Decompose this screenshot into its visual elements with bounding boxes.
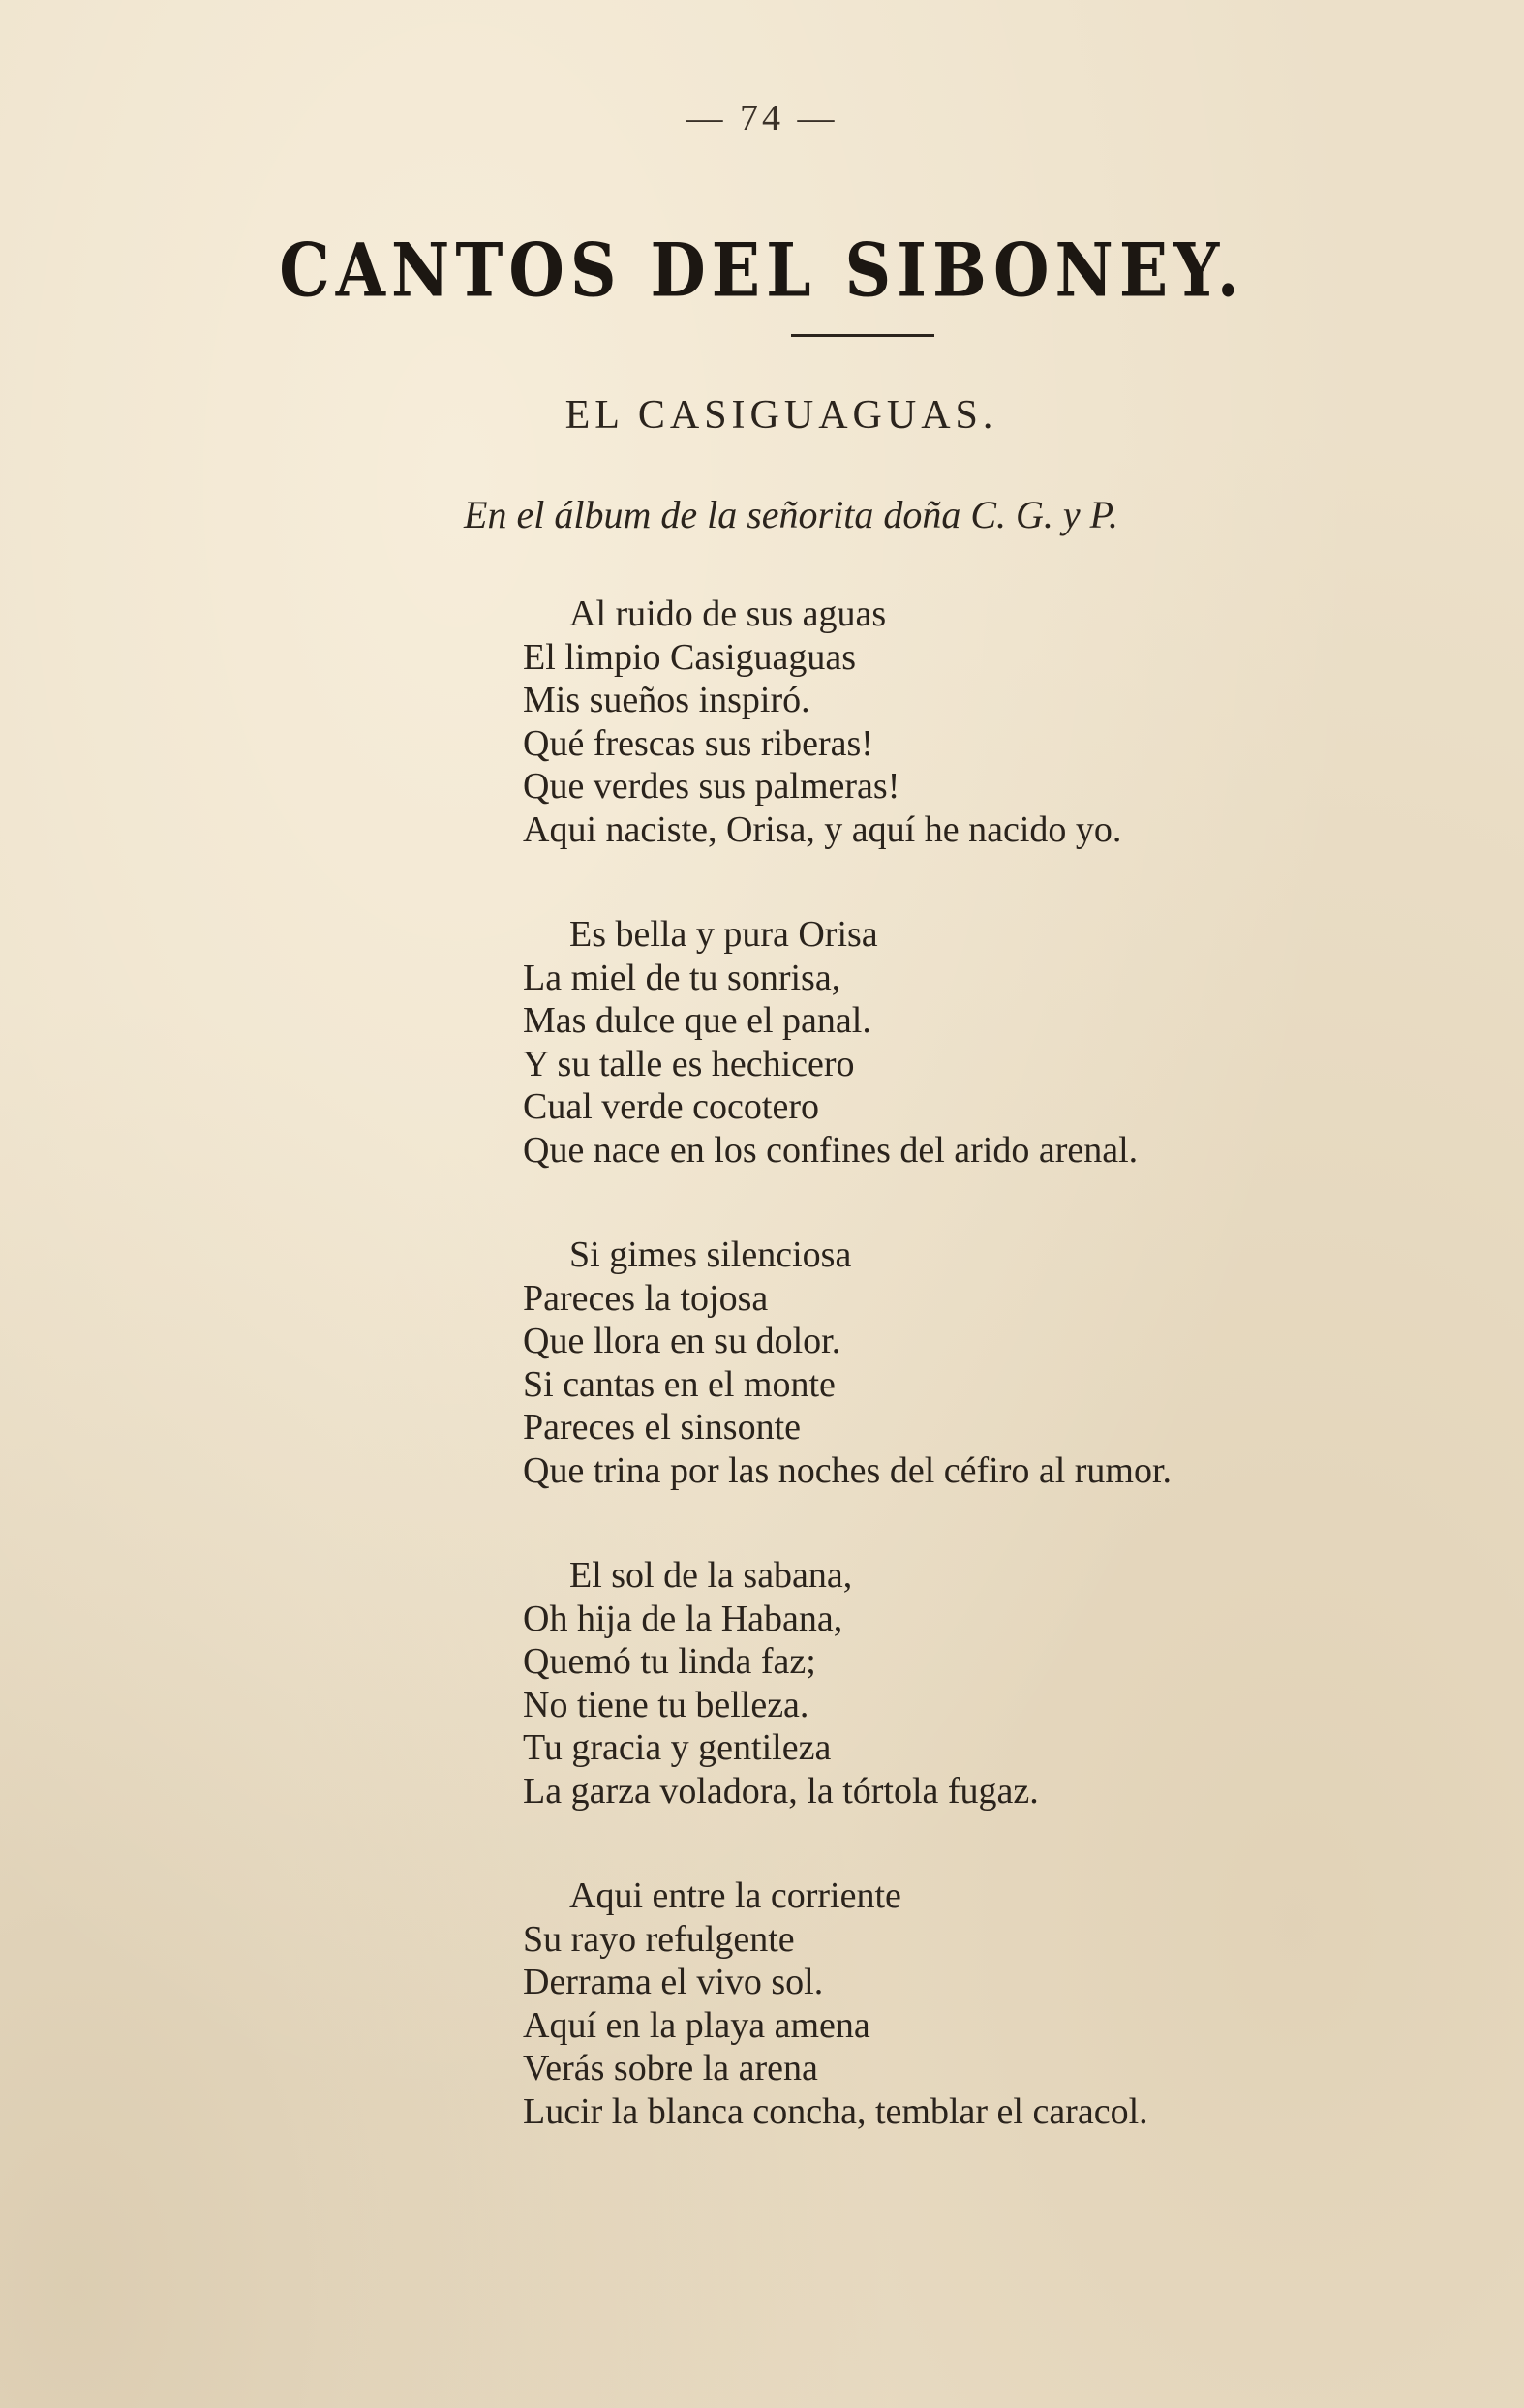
stanza-1 [523, 593, 1491, 851]
stanza-5 [523, 1875, 1491, 2133]
poem-line: Si gimes silenciosa [569, 1234, 852, 1275]
poem-line: Aquí en la playa amena [523, 2004, 870, 2046]
title-divider [791, 334, 934, 337]
poem-title: EL CASIGUAGUAS. [564, 393, 998, 438]
poem-line: Que nace en los confines del arido arenal. [523, 1129, 1139, 1171]
stanza-3 [523, 1234, 1491, 1492]
main-title: CANTOS DEL SIBONEY. [279, 227, 1245, 314]
poem-line: No tiene tu belleza. [523, 1684, 809, 1725]
poem-line: Su rayo refulgente [523, 1918, 795, 1960]
poem-line: Que trina por las noches del céfiro al rumor. [523, 1449, 1173, 1491]
poem-line: La garza voladora, la tórtola fugaz. [523, 1770, 1039, 1812]
poem-line: Al ruido de sus aguas [569, 594, 887, 634]
poem-line: Y su talle es hechicero [523, 1043, 855, 1084]
poem-line: Aqui naciste, Orisa, y aquí he nacido yo. [523, 808, 1122, 850]
page-number: — 74 — [686, 98, 838, 138]
poem-line: Mas dulce que el panal. [523, 1000, 871, 1041]
poem-line: El limpio Casiguaguas [523, 636, 857, 678]
stanza-2 [523, 913, 1491, 1172]
poem-line: Que verdes sus palmeras! [523, 766, 900, 807]
poem-line: Tu gracia y gentileza [523, 1727, 832, 1768]
poem-line: El sol de la sabana, [569, 1555, 853, 1596]
poem-line: Cual verde cocotero [523, 1086, 819, 1127]
poem-line: Lucir la blanca concha, temblar el caracol. [523, 2090, 1148, 2132]
poem-body [523, 593, 1491, 2195]
poem-line: Pareces el sinsonte [523, 1407, 802, 1448]
dedication: En el álbum de la señorita doña C. G. y P. [464, 493, 1118, 536]
poem-line: Quemó tu linda faz; [523, 1641, 816, 1682]
poem-line: Pareces la tojosa [523, 1277, 769, 1319]
poem-line: Derrama el vivo sol. [523, 1962, 824, 2002]
stanza-4 [523, 1554, 1491, 1813]
poem-line: La miel de tu sonrisa, [523, 957, 841, 998]
poem-line: Que llora en su dolor. [523, 1321, 841, 1361]
poem-line: Es bella y pura Orisa [569, 914, 878, 955]
poem-line: Aqui entre la corriente [569, 1875, 901, 1916]
poem-line: Si cantas en el monte [523, 1363, 836, 1405]
poem-line: Qué frescas sus riberas! [523, 722, 873, 764]
poem-line: Oh hija de la Habana, [523, 1598, 843, 1639]
poem-line: Verás sobre la arena [523, 2048, 818, 2088]
poem-line: Mis sueños inspiró. [523, 680, 810, 720]
